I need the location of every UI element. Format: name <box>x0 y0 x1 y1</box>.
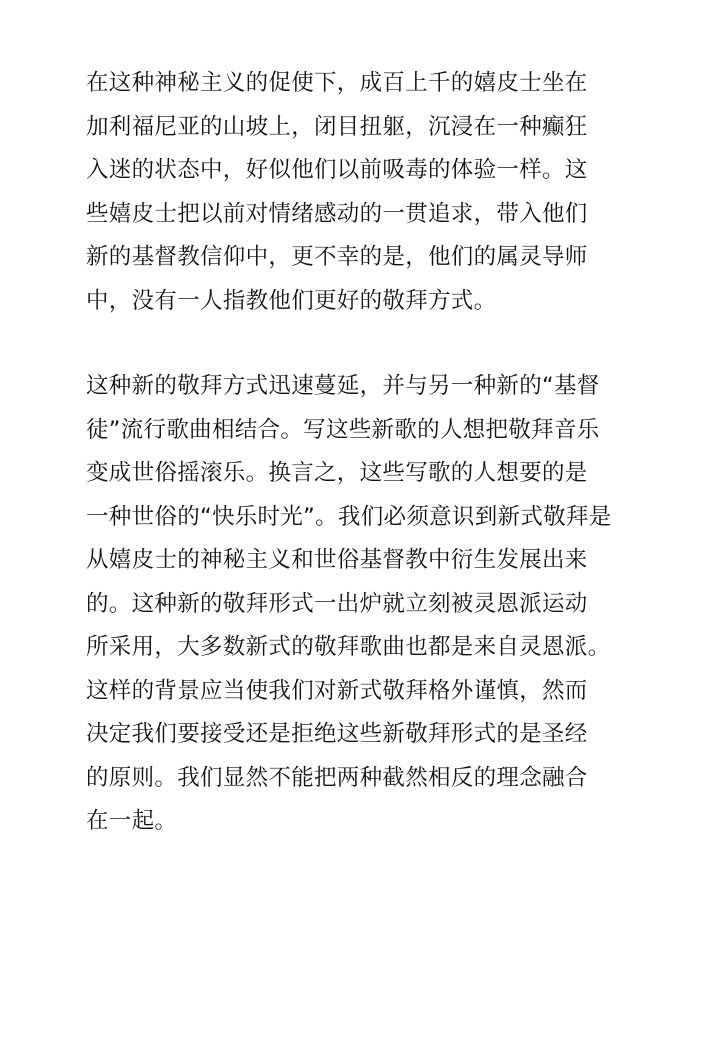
text-line: 所采用，大多数新式的敬拜歌曲也都是来自灵恩派。 <box>86 634 611 660</box>
text-line: 的原则。我们显然不能把两种截然相反的理念融合 <box>86 764 588 791</box>
text-line: 的。这种新的敬拜形式一出炉就立刻被灵恩派运动 <box>86 590 588 617</box>
paragraph-spacer <box>86 323 646 365</box>
text-line: 加利福尼亚的山坡上，闭目扭躯，沉浸在一种癫狂 <box>86 113 588 140</box>
text-line: 变成世俗摇滚乐。换言之，这些写歌的人想要的是 <box>86 460 588 486</box>
text-line: 中，没有一人指教他们更好的敬拜方式。 <box>86 287 497 314</box>
text-line: 在这种神秘主义的促使下，成百上千的嬉皮士坐在 <box>86 70 588 96</box>
paragraph-2 <box>86 365 646 844</box>
paragraph-1 <box>86 62 646 323</box>
text-line: 这样的背景应当使我们对新式敬拜格外谨慎，然而 <box>86 677 588 704</box>
text-line: 些嬉皮士把以前对情绪感动的一贯追求，带入他们 <box>86 200 588 227</box>
text-line: 决定我们要接受还是拒绝这些新敬拜形式的是圣经 <box>86 721 588 747</box>
text-line: 一种世俗的“快乐时光”。我们必须意识到新式敬拜是 <box>86 503 612 530</box>
text-line: 新的基督教信仰中，更不幸的是，他们的属灵导师 <box>86 244 588 270</box>
article-body <box>86 62 646 844</box>
text-line: 徒”流行歌曲相结合。写这些新歌的人想把敬拜音乐 <box>86 416 600 443</box>
text-line: 这种新的敬拜方式迅速蔓延，并与另一种新的“基督 <box>86 373 600 399</box>
text-line: 入迷的状态中，好似他们以前吸毒的体验一样。这 <box>86 157 588 183</box>
text-line: 在一起。 <box>86 808 178 834</box>
text-line: 从嬉皮士的神秘主义和世俗基督教中衍生发展出来 <box>86 547 588 573</box>
